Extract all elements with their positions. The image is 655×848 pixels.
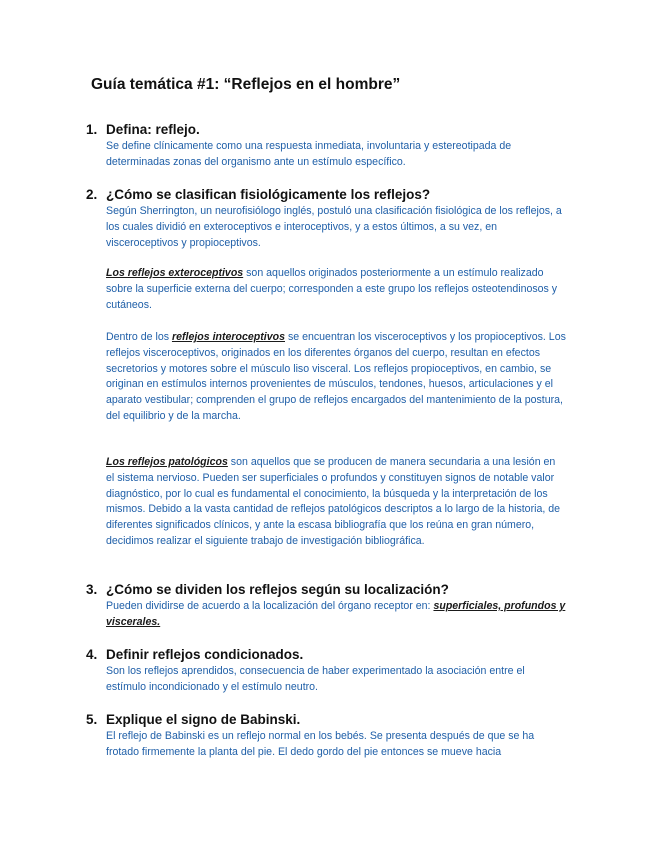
paragraph-text: se encuentran los visceroceptivos y los propioceptivos. Los reflejos visceroceptivos, originados en los diferentes órganos del cuerpo, resultan en efectos secretorios y motores sobre el músculo liso visceral. Los reflejos propioceptivos, en cambio, se originan en estímulos internos provenientes de músculos, tendones, huesos, articulaciones y el aparato vestibular; comprenden el grupo de reflejos encargados del mantenimiento de la postura, del equilibrio y de la marcha. <box>106 331 566 422</box>
paragraph-text: Dentro de los <box>106 331 172 343</box>
answer-paragraph <box>106 330 566 425</box>
question-number: 1. <box>86 122 98 137</box>
question-3 <box>86 582 449 597</box>
term-localizacion: superficiales, profundos y viscerales. <box>106 600 566 628</box>
answer-paragraph: El reflejo de Babinski es un reflejo normal en los bebés. Se presenta después de que se ha frotado firmemente la planta del pie. El dedo gordo del pie entonces se mueve hacia <box>106 730 535 758</box>
paragraph-text: son aquellos originados posteriormente a un estímulo realizado sobre la superficie externa del cuerpo; corresponden a este grupo los reflejos osteotendinosos y cutáneos. <box>106 267 558 311</box>
answer-2-paragraph-1 <box>106 204 566 251</box>
answer-1 <box>106 139 566 171</box>
question-number: 3. <box>86 582 98 597</box>
answer-3 <box>106 599 566 631</box>
paragraph-text: Pueden dividirse de acuerdo a la localización del órgano receptor en: <box>106 600 434 612</box>
question-text: Definir reflejos condicionados. <box>106 647 304 662</box>
answer-2-paragraph-4 <box>106 455 566 550</box>
question-number: 4. <box>86 647 98 662</box>
answer-paragraph <box>106 266 566 313</box>
answer-2-paragraph-2 <box>106 266 566 313</box>
question-number: 2. <box>86 187 98 202</box>
answer-paragraph <box>106 455 566 550</box>
answer-paragraph <box>106 599 566 631</box>
question-text: Defina: reflejo. <box>106 122 200 137</box>
question-1 <box>86 122 200 137</box>
question-4 <box>86 647 303 662</box>
question-text: ¿Cómo se clasifican fisiológicamente los reflejos? <box>106 187 431 202</box>
answer-5 <box>106 729 566 761</box>
question-number: 5. <box>86 712 98 727</box>
answer-paragraph: Son los reflejos aprendidos, consecuencia de haber experimentado la asociación entre el estímulo incondicionado y el estímulo neutro. <box>106 665 525 693</box>
answer-2-paragraph-3 <box>106 330 566 425</box>
page-title: Guía temática #1: “Reflejos en el hombre” <box>91 76 401 93</box>
answer-paragraph: Según Sherrington, un neurofisiólogo inglés, postuló una clasificación fisiológica de los reflejos, a los cuales dividió en exteroceptivos e interoceptivos, y a estos últimos, a su vez, en visceroceptivos y propioceptivos. <box>106 205 562 249</box>
question-5 <box>86 712 300 727</box>
question-text: Explique el signo de Babinski. <box>106 712 301 727</box>
term-patologicos: Los reflejos patológicos <box>106 456 228 468</box>
term-interoceptivos: reflejos interoceptivos <box>171 331 285 343</box>
paragraph-text: son aquellos que se producen de manera secundaria a una lesión en el sistema nervioso. Pueden ser superficiales o profundos y constituyen signos de notable valor diagnóstico, por lo cual es fundamental el conocimiento, la búsqueda y la interpretación de los mismos. Debido a la vasta cantidad de reflejos patológicos descriptos a lo largo de la historia, de diferentes significados clínicos, y ante la escasa bibliografía que los reúna en gran número, decidimos realizar el siguiente trabajo de investigación bibliográfica. <box>106 456 561 547</box>
question-2 <box>86 187 430 202</box>
answer-4 <box>106 664 566 696</box>
question-text: ¿Cómo se dividen los reflejos según su localización? <box>106 582 449 597</box>
term-exteroceptivos: Los reflejos exteroceptivos <box>106 267 244 279</box>
answer-paragraph: Se define clínicamente como una respuesta inmediata, involuntaria y estereotipada de determinadas zonas del organismo ante un estímulo específico. <box>106 140 512 168</box>
